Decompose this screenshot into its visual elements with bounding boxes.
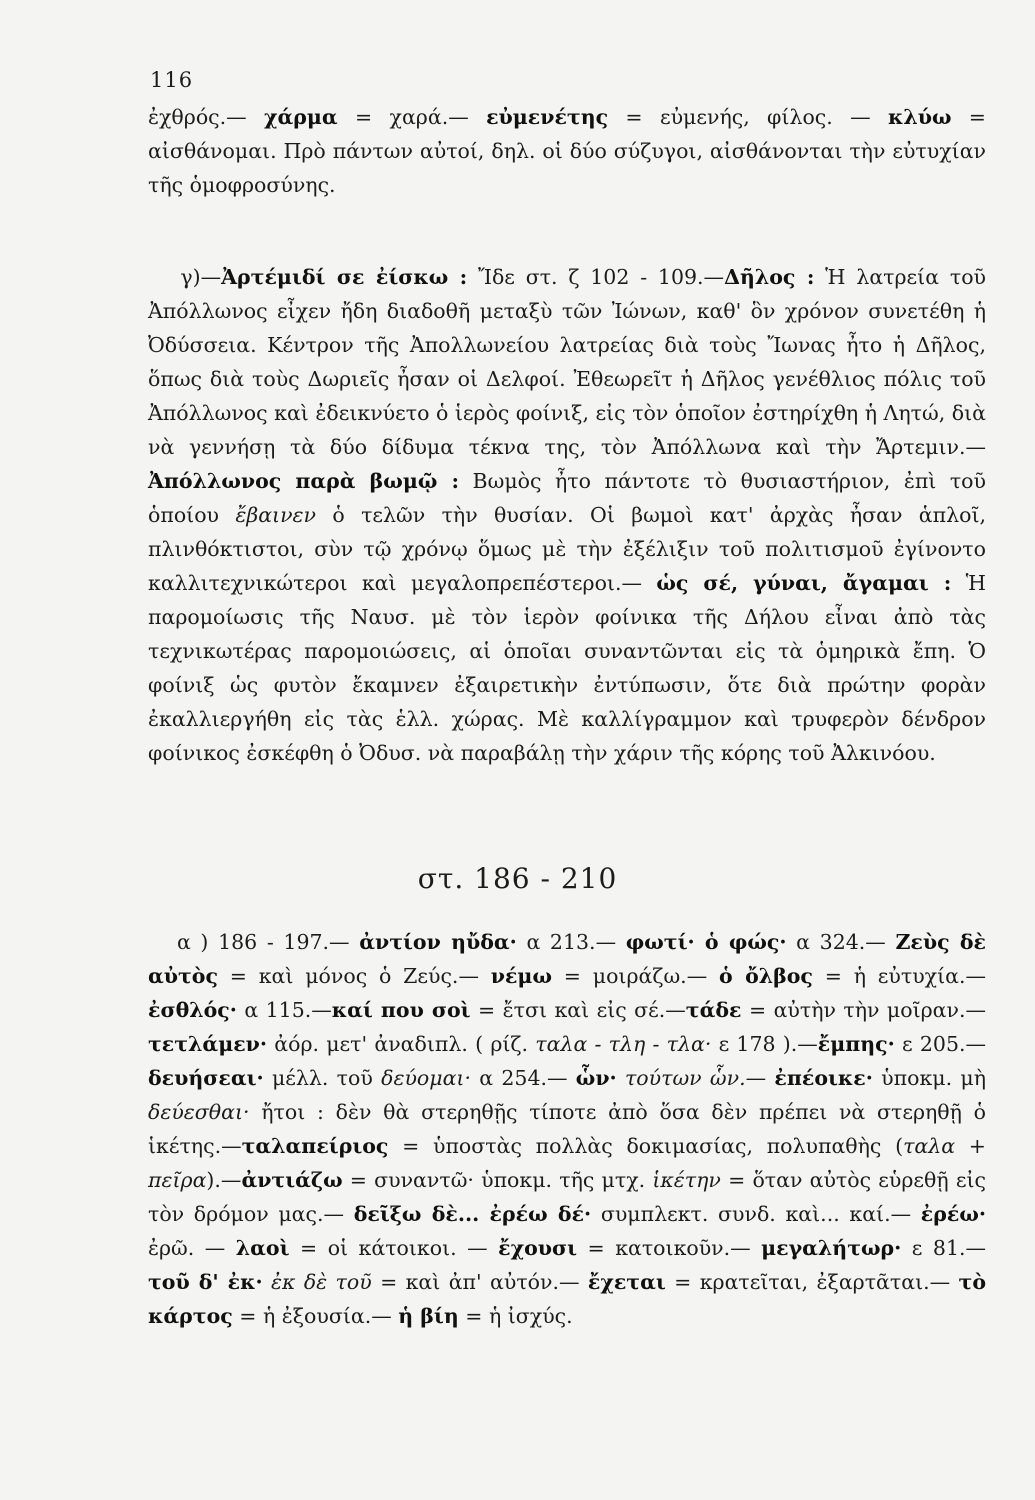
lemma: ὁ ὄλβος (719, 964, 813, 988)
commentary-paragraph-1: ἐχθρός.— χάρμα = χαρά.— εὐμενέτης = εὐμενής, φίλος. — κλύω = αἰσθάνομαι. Πρὸ πάντων αὐτοί, δηλ. οἱ δύο σύζυγοι, αἰσθάνονται τὴν εὐτυχίαν τῆς ὁμοφροσύνης. (148, 105, 986, 197)
lemma: λαοὶ (235, 1236, 290, 1260)
italic-term: ταλα - τλη - τλα· (535, 1032, 712, 1056)
lemma: ἐπέοικε· (774, 1066, 873, 1090)
lemma: τοῦ δ' ἐκ· (148, 1270, 263, 1294)
lemma: ἔχουσι (498, 1236, 578, 1260)
lemma: τετλάμεν· (148, 1032, 268, 1056)
italic-term: δεύομαι· (381, 1066, 471, 1090)
lemma: εὐμενέτης (486, 105, 609, 129)
italic-term: τούτων ὧν. (624, 1066, 746, 1090)
lemma: ταλαπείριος (241, 1134, 389, 1158)
italic-term: ταλα + πεῖρα (148, 1134, 986, 1192)
italic-term: δεύεσθαι· (148, 1100, 250, 1124)
lemma: ἀντίον ηὔδα· (359, 930, 517, 954)
lemma: ἔχεται (587, 1270, 666, 1294)
lemma: ἐσθλός· (148, 998, 237, 1022)
lemma: Ἀρτέμιδί σε ἐίσκω : (221, 265, 468, 289)
lemma: χάρμα (264, 105, 338, 129)
lemma: νέμω (490, 964, 552, 988)
lemma: καί που σοὶ (331, 998, 471, 1022)
lemma: μεγαλήτωρ· (761, 1236, 902, 1260)
lemma: τὸ κάρτος (148, 1270, 986, 1328)
lemma: Ἀπόλλωνος παρὰ βωμῷ : (148, 469, 460, 493)
lemma: κλύω (887, 105, 952, 129)
italic-term: ἔβαινεν (235, 503, 317, 527)
page-number: 116 (150, 68, 194, 92)
lemma: ὧν· (575, 1066, 617, 1090)
lemma: ἡ βίη (398, 1304, 459, 1328)
commentary-paragraph-2: γ)—Ἀρτέμιδί σε ἐίσκω : Ἴδε στ. ζ 102 - 109.—Δῆλος : Ἡ λατρεία τοῦ Ἀπόλλωνος εἶχεν ἤδη διαδοθῆ μεταξὺ τῶν Ἰώνων, καθ' ὃν χρόνον συνετέθη ἡ Ὀδύσσεια. Κέντρον τῆς Ἀπολλωνείου λατρείας διὰ τοὺς Ἴωνας ἦτο ἡ Δῆλος, ὅπως διὰ τοὺς Δωριεῖς ἦσαν οἱ Δελφοί. Ἐθεωρεῖτ ἡ Δῆλος γενέθλιος πόλις τοῦ Ἀπόλλωνος καὶ ἐδεικνύετο ὁ ἱερὸς φοίνιξ, εἰς τὸν ὁποῖον ἐστηρίχθη ἡ Λητώ, διὰ νὰ γεννήσῃ τὰ δύο δίδυμα τέκνα της, τὸν Ἀπόλλωνα καὶ τὴν Ἄρτεμιν.—Ἀπόλλωνος παρὰ βωμῷ : Βωμὸς ἦτο πάντοτε τὸ θυσιαστήριον, ἐπὶ τοῦ ὁποίου ἔβαινεν ὁ τελῶν τὴν θυσίαν. Οἱ βωμοὶ κατ' ἀρχὰς ἦσαν ἁπλοῖ, πλινθόκτιστοι, σὺν τῷ χρόνῳ ὅμως μὲ τὴν ἐξέλιξιν τοῦ πολιτισμοῦ ἐγίνοντο καλλιτεχνικώτεροι καὶ μεγαλοπρεπέστεροι.— ὡς σέ, γύναι, ἄγαμαι : Ἡ παρομοίωσις τῆς Ναυσ. μὲ τὸν ἱερὸν φοίνικα τῆς Δήλου εἶναι ἀπὸ τὰς τεχνικωτέρας παρομοιώσεις, αἱ ὁποῖαι συναντῶνται εἰς τὰ ὁμηρικὰ ἔπη. Ὁ φοίνιξ ὡς φυτὸν ἔκαμνεν ἐξαιρετικὴν ἐντύπωσιν, ὅτε διὰ πρώτην φορὰν ἐκαλλιεργήθη εἰς τὰς ἑλλ. χώρας. Μὲ καλλίγραμμον καὶ τρυφερὸν δένδρον φοίνικος ἐσκέφθη ὁ Ὀδυσ. νὰ παραβάλῃ τὴν χάριν τῆς κόρης τοῦ Ἀλκινόου. (148, 265, 986, 765)
lemma: δευήσεαι· (148, 1066, 264, 1090)
italic-term: ἐκ δὲ τοῦ (271, 1270, 372, 1294)
section-heading: στ. 186 - 210 (417, 862, 618, 895)
lemma: Ζεὺς δὲ αὐτὸς (148, 930, 986, 988)
lemma: ἀντιάζω (241, 1168, 343, 1192)
lemma: Δῆλος : (724, 265, 815, 289)
italic-term: ἱκέτην (652, 1168, 721, 1192)
lemma: δεῖξω δὲ... ἐρέω δέ· (353, 1202, 592, 1226)
lemma: ὡς σέ, γύναι, ἄγαμαι : (656, 571, 952, 595)
lemma: φωτί· ὁ φώς· (625, 930, 787, 954)
lemma: ἔμπης· (817, 1032, 895, 1056)
lemma: ἐρέω· (920, 1202, 986, 1226)
commentary-paragraph-3: α ) 186 - 197.— ἀντίον ηὔδα· α 213.— φωτί· ὁ φώς· α 324.— Ζεὺς δὲ αὐτὸς = καὶ μόνος ὁ Ζεύς.— νέμω = μοιράζω.— ὁ ὄλβος = ἡ εὐτυχία.—ἐσθλός· α 115.—καί που σοὶ = ἔτσι καὶ εἰς σέ.—τάδε = αὐτὴν τὴν μοῖραν.— τετλάμεν· ἀόρ. μετ' ἀναδιπλ. ( ρίζ. ταλα - τλη - τλα· ε 178 ).—ἔμπης· ε 205.—δευήσεαι· μέλλ. τοῦ δεύομαι· α 254.— ὧν· τούτων ὧν.— ἐπέοικε· ὑποκμ. μὴ δεύεσθαι· ἤτοι : δὲν θὰ στερηθῇς τίποτε ἀπὸ ὅσα δὲν πρέπει νὰ στερηθῇ ὁ ἱκέτης.—ταλαπείριος = ὑποστὰς πολλὰς δοκιμασίας, πολυπαθὴς (ταλα + πεῖρα).—ἀντιάζω = συναντῶ· ὑποκμ. τῆς μτχ. ἱκέτην = ὅταν αὐτὸς εὑρεθῇ εἰς τὸν δρόμον μας.— δεῖξω δὲ... ἐρέω δέ· συμπλεκτ. συνδ. καὶ... καί.— ἐρέω· ἐρῶ. — λαοὶ = οἱ κάτοικοι. — ἔχουσι = κατοικοῦν.— μεγαλήτωρ· ε 81.— τοῦ δ' ἐκ· ἐκ δὲ τοῦ = καὶ ἀπ' αὐτόν.— ἔχεται = κρατεῖται, ἐξαρτᾶται.— τὸ κάρτος = ἡ ἐξουσία.— ἡ βίη = ἡ ἰσχύς. (148, 930, 987, 1328)
lemma: τάδε (685, 998, 742, 1022)
